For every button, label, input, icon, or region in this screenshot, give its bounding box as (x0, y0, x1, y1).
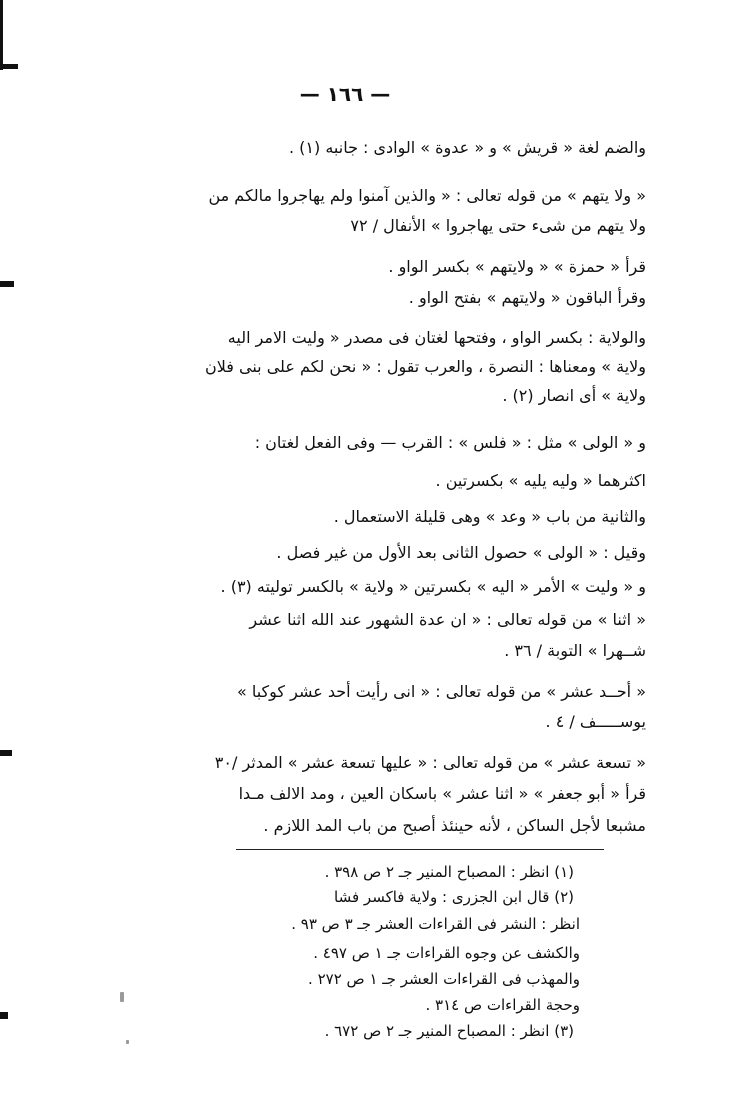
body-line: مشبعا لأجل الساكن ، لأنه حينئذ أصبح من باب المد اللازم . (263, 816, 646, 835)
body-line: وقرأ الباقون « ولايتهم » بفتح الواو . (408, 288, 646, 307)
body-line: شــهرا » التوبة / ٣٦ . (504, 641, 646, 660)
body-line: ولاية » ومعناها : النصرة ، والعرب تقول : « نحن لكم على بنى فلان (204, 357, 646, 376)
body-line: اكثرهما « وليه يليه » بكسرتين . (435, 471, 646, 490)
body-line: « أحــد عشر » من قوله تعالى : « انى رأيت أحد عشر كوكبا » (236, 682, 646, 701)
body-line: والثانية من باب « وعد » وهى قليلة الاستعمال . (333, 507, 646, 526)
footnote-line: والمهذب فى القراءات العشر جـ ١ ص ٢٧٢ . (308, 970, 580, 988)
body-line: ولاية » أى انصار (٢) . (502, 386, 646, 405)
body-line: يوســـــف / ٤ . (545, 712, 646, 731)
scan-bracket-mark (0, 64, 18, 69)
scan-bracket-mark (0, 0, 3, 70)
body-line: « تسعة عشر » من قوله تعالى : « عليها تسعة عشر » المدثر /٣٠ (214, 753, 646, 772)
scan-margin-mark (0, 750, 12, 756)
page-number: — ١٦٦ — (299, 82, 391, 106)
scan-margin-mark (0, 1012, 8, 1019)
footnote-line: (١) انظر : المصباح المنير جـ ٢ ص ٣٩٨ . (324, 863, 574, 881)
body-line: « اثنا » من قوله تعالى : « ان عدة الشهور عند الله اثنا عشر (249, 610, 646, 629)
body-line: ولا يتهم من شىء حتى يهاجروا » الأنفال / ٧٢ (350, 216, 646, 235)
scan-speck (120, 992, 124, 1002)
footnote-line: انظر : النشر فى القراءات العشر جـ ٣ ص ٩٣ . (291, 915, 580, 933)
scan-margin-mark (0, 281, 14, 287)
body-line: قرأ « أبو جعفر » « اثنا عشر » باسكان العين ، ومد الالف مـدا (238, 784, 646, 803)
footnote-line: وحجة القراءات ص ٣١٤ . (425, 996, 580, 1014)
body-line: « ولا يتهم » من قوله تعالى : « والذين آمنوا ولم يهاجروا مالكم من (208, 186, 646, 205)
body-line: والضم لغة « قريش » و « عدوة » الوادى : جانبه (١) . (289, 138, 646, 157)
footnote-separator (236, 849, 604, 850)
footnote-line: والكشف عن وجوه القراءات جـ ١ ص ٤٩٧ . (313, 944, 580, 962)
footnote-line: (٣) انظر : المصباح المنير جـ ٢ ص ٦٧٢ . (324, 1022, 574, 1040)
body-line: و « الولى » مثل : « فلس » : القرب — وفى الفعل لغتان : (254, 433, 646, 452)
body-line: والولاية : بكسر الواو ، وفتحها لغتان فى مصدر « وليت الامر اليه (227, 328, 646, 347)
body-line: قرأ « حمزة » « ولايتهم » بكسر الواو . (388, 257, 646, 276)
scan-speck (126, 1040, 129, 1044)
footnote-line: (٢) قال ابن الجزرى : ولاية فاكسر فشا (334, 888, 574, 906)
body-line: و « وليت » الأمر « اليه » بكسرتين « ولاية » بالكسر توليته (٣) . (220, 577, 646, 596)
body-line: وقيل : « الولى » حصول الثانى بعد الأول من غير فصل . (276, 543, 646, 562)
